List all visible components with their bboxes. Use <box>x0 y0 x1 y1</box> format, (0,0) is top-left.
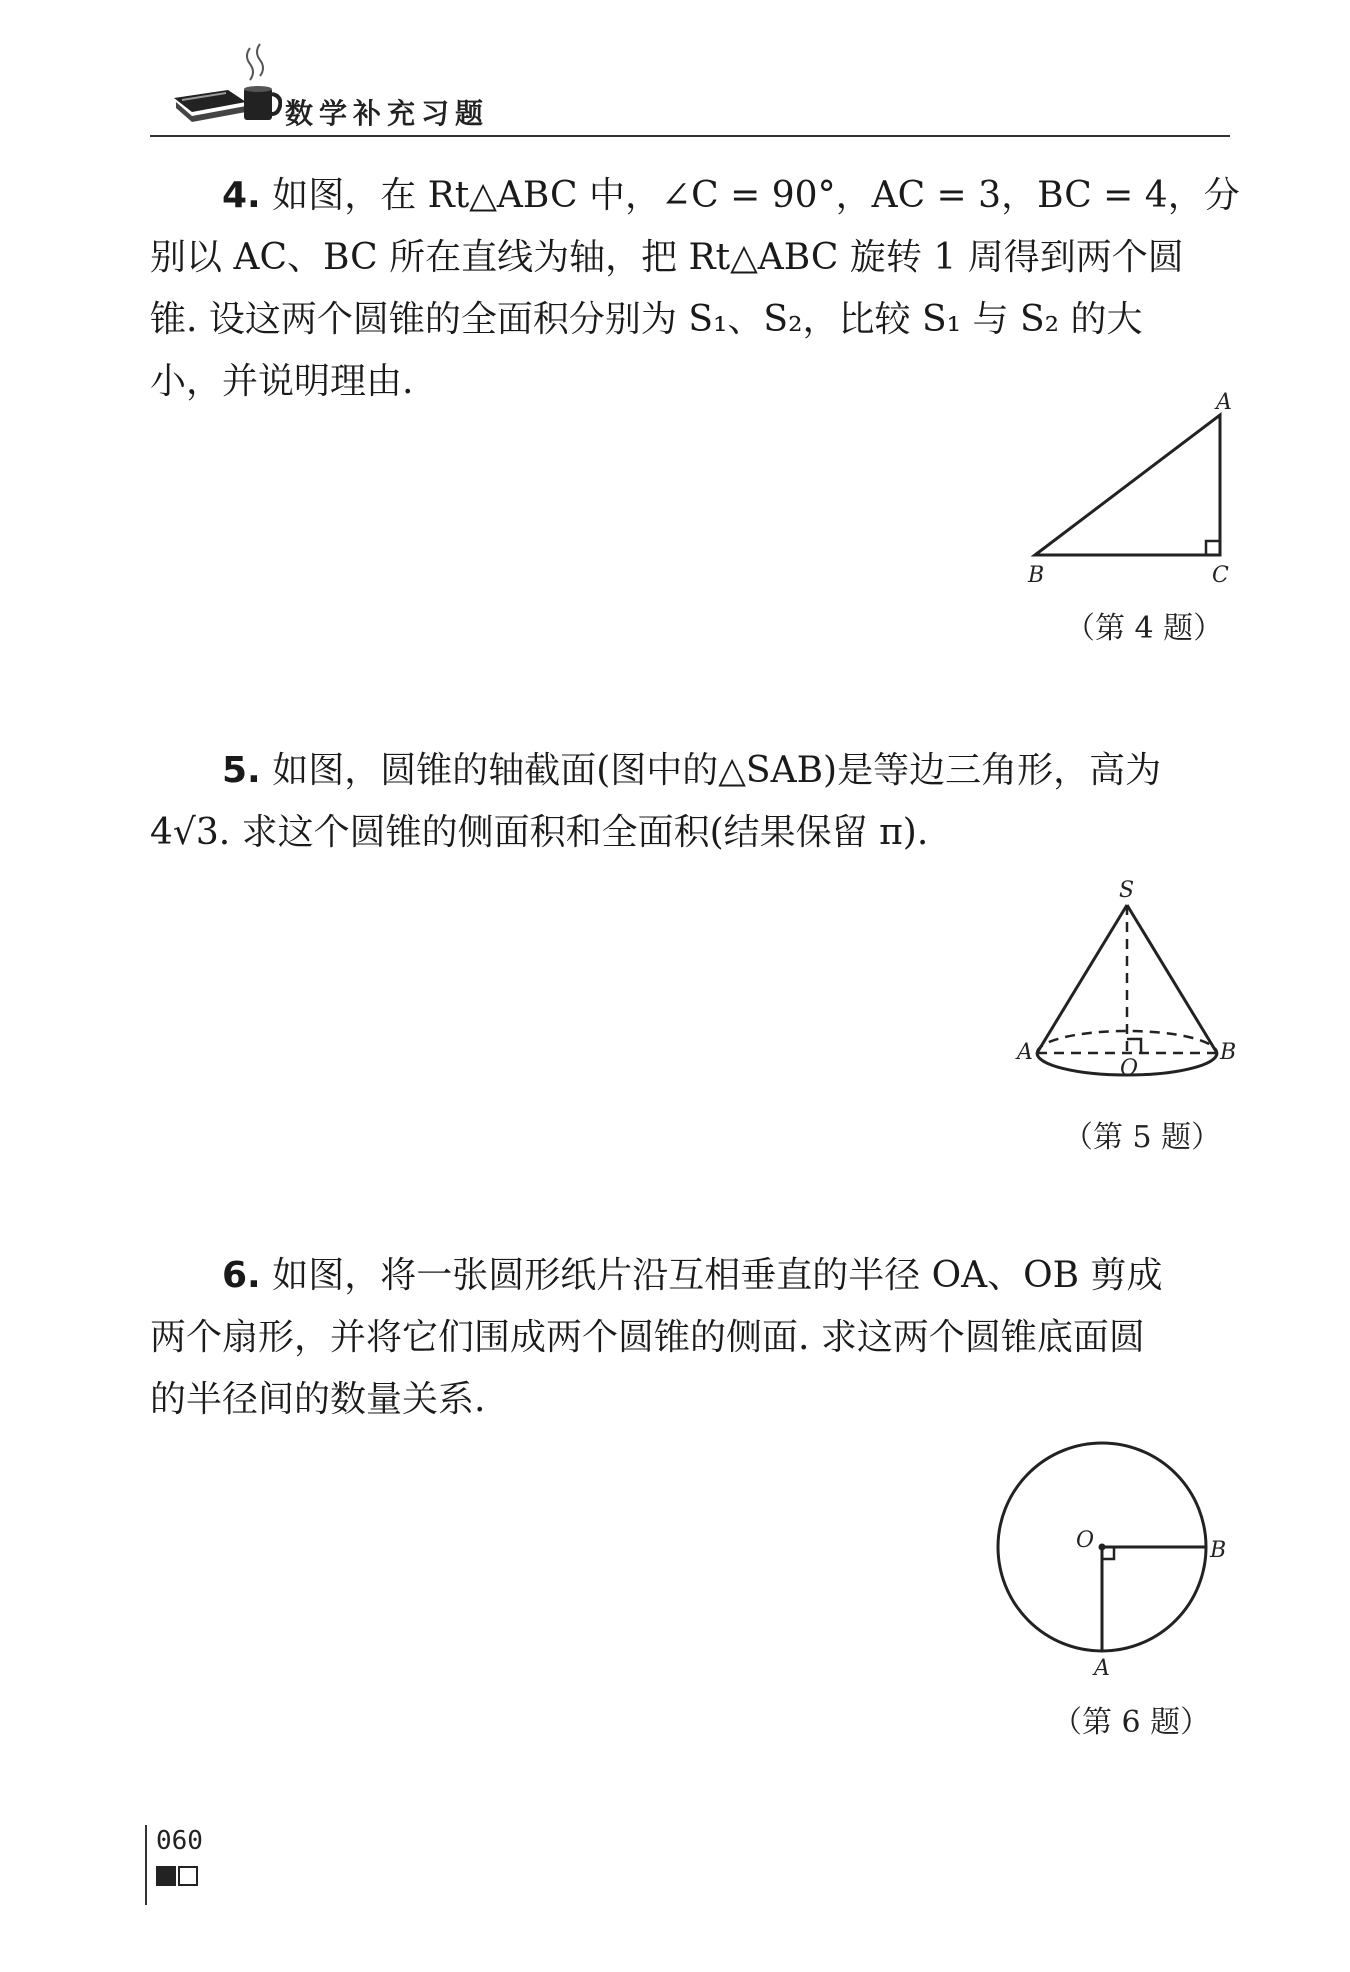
figure-6-caption: （第 6 题） <box>1052 1705 1211 1740</box>
vertex-label-s: S <box>1119 878 1135 903</box>
problem-5 <box>150 740 1230 864</box>
problem-line: 4√3. 求这个圆锥的侧面积和全面积(结果保留 π). <box>150 812 929 853</box>
problem-text: 如图，将一张圆形纸片沿互相垂直的半径 OA、OB 剪成 <box>272 1255 1163 1296</box>
figure-6-circle <box>990 1435 1240 1685</box>
page-header <box>150 40 1230 137</box>
vertex-label-a: A <box>1216 390 1232 415</box>
book-and-cup-icon <box>172 40 282 130</box>
problem-line: 别以 AC、BC 所在直线为轴，把 Rt△ABC 旋转 1 周得到两个圆 <box>150 237 1184 278</box>
figure-5-caption: （第 5 题） <box>1063 1120 1222 1155</box>
problem-text: 如图，在 Rt△ABC 中，∠C = 90°，AC = 3，BC = 4，分 <box>272 175 1240 216</box>
filled-square-icon <box>156 1866 176 1886</box>
vertex-label-b: B <box>1220 1040 1237 1065</box>
center-label-o: O <box>1076 1528 1095 1553</box>
problem-text: 如图，圆锥的轴截面(图中的△SAB)是等边三角形，高为 <box>272 750 1162 791</box>
vertex-label-c: C <box>1212 563 1229 588</box>
vertex-label-a: A <box>1017 1040 1033 1065</box>
problem-line <box>150 165 1240 227</box>
problem-line: 的半径间的数量关系. <box>150 1379 486 1420</box>
problem-number: 4. <box>222 175 261 216</box>
problem-4 <box>150 165 1240 413</box>
problem-line: 小，并说明理由. <box>150 361 414 402</box>
figure-4-caption: （第 4 题） <box>1065 611 1224 646</box>
point-label-b: B <box>1210 1538 1227 1563</box>
figure-5-cone <box>1015 875 1240 1085</box>
problem-line: 锥. 设这两个圆锥的全面积分别为 S₁、S₂，比较 S₁ 与 S₂ 的大 <box>150 299 1143 340</box>
problem-number: 5. <box>222 750 261 791</box>
vertex-label-b: B <box>1028 563 1045 588</box>
page-number: 060 <box>156 1826 203 1856</box>
figure-4-right-triangle <box>1020 385 1240 590</box>
header-title: 数学补充习题 <box>285 97 490 130</box>
point-label-a: A <box>1094 1656 1110 1681</box>
problem-number: 6. <box>222 1255 261 1296</box>
problem-6 <box>150 1245 1230 1431</box>
empty-square-icon <box>178 1866 198 1886</box>
page-marks <box>156 1866 200 1890</box>
footer-divider <box>145 1825 147 1905</box>
center-label-o: O <box>1120 1056 1139 1081</box>
problem-line <box>150 1245 1230 1307</box>
problem-line <box>150 740 1230 802</box>
problem-line: 两个扇形，并将它们围成两个圆锥的侧面. 求这两个圆锥底面圆 <box>150 1317 1145 1358</box>
